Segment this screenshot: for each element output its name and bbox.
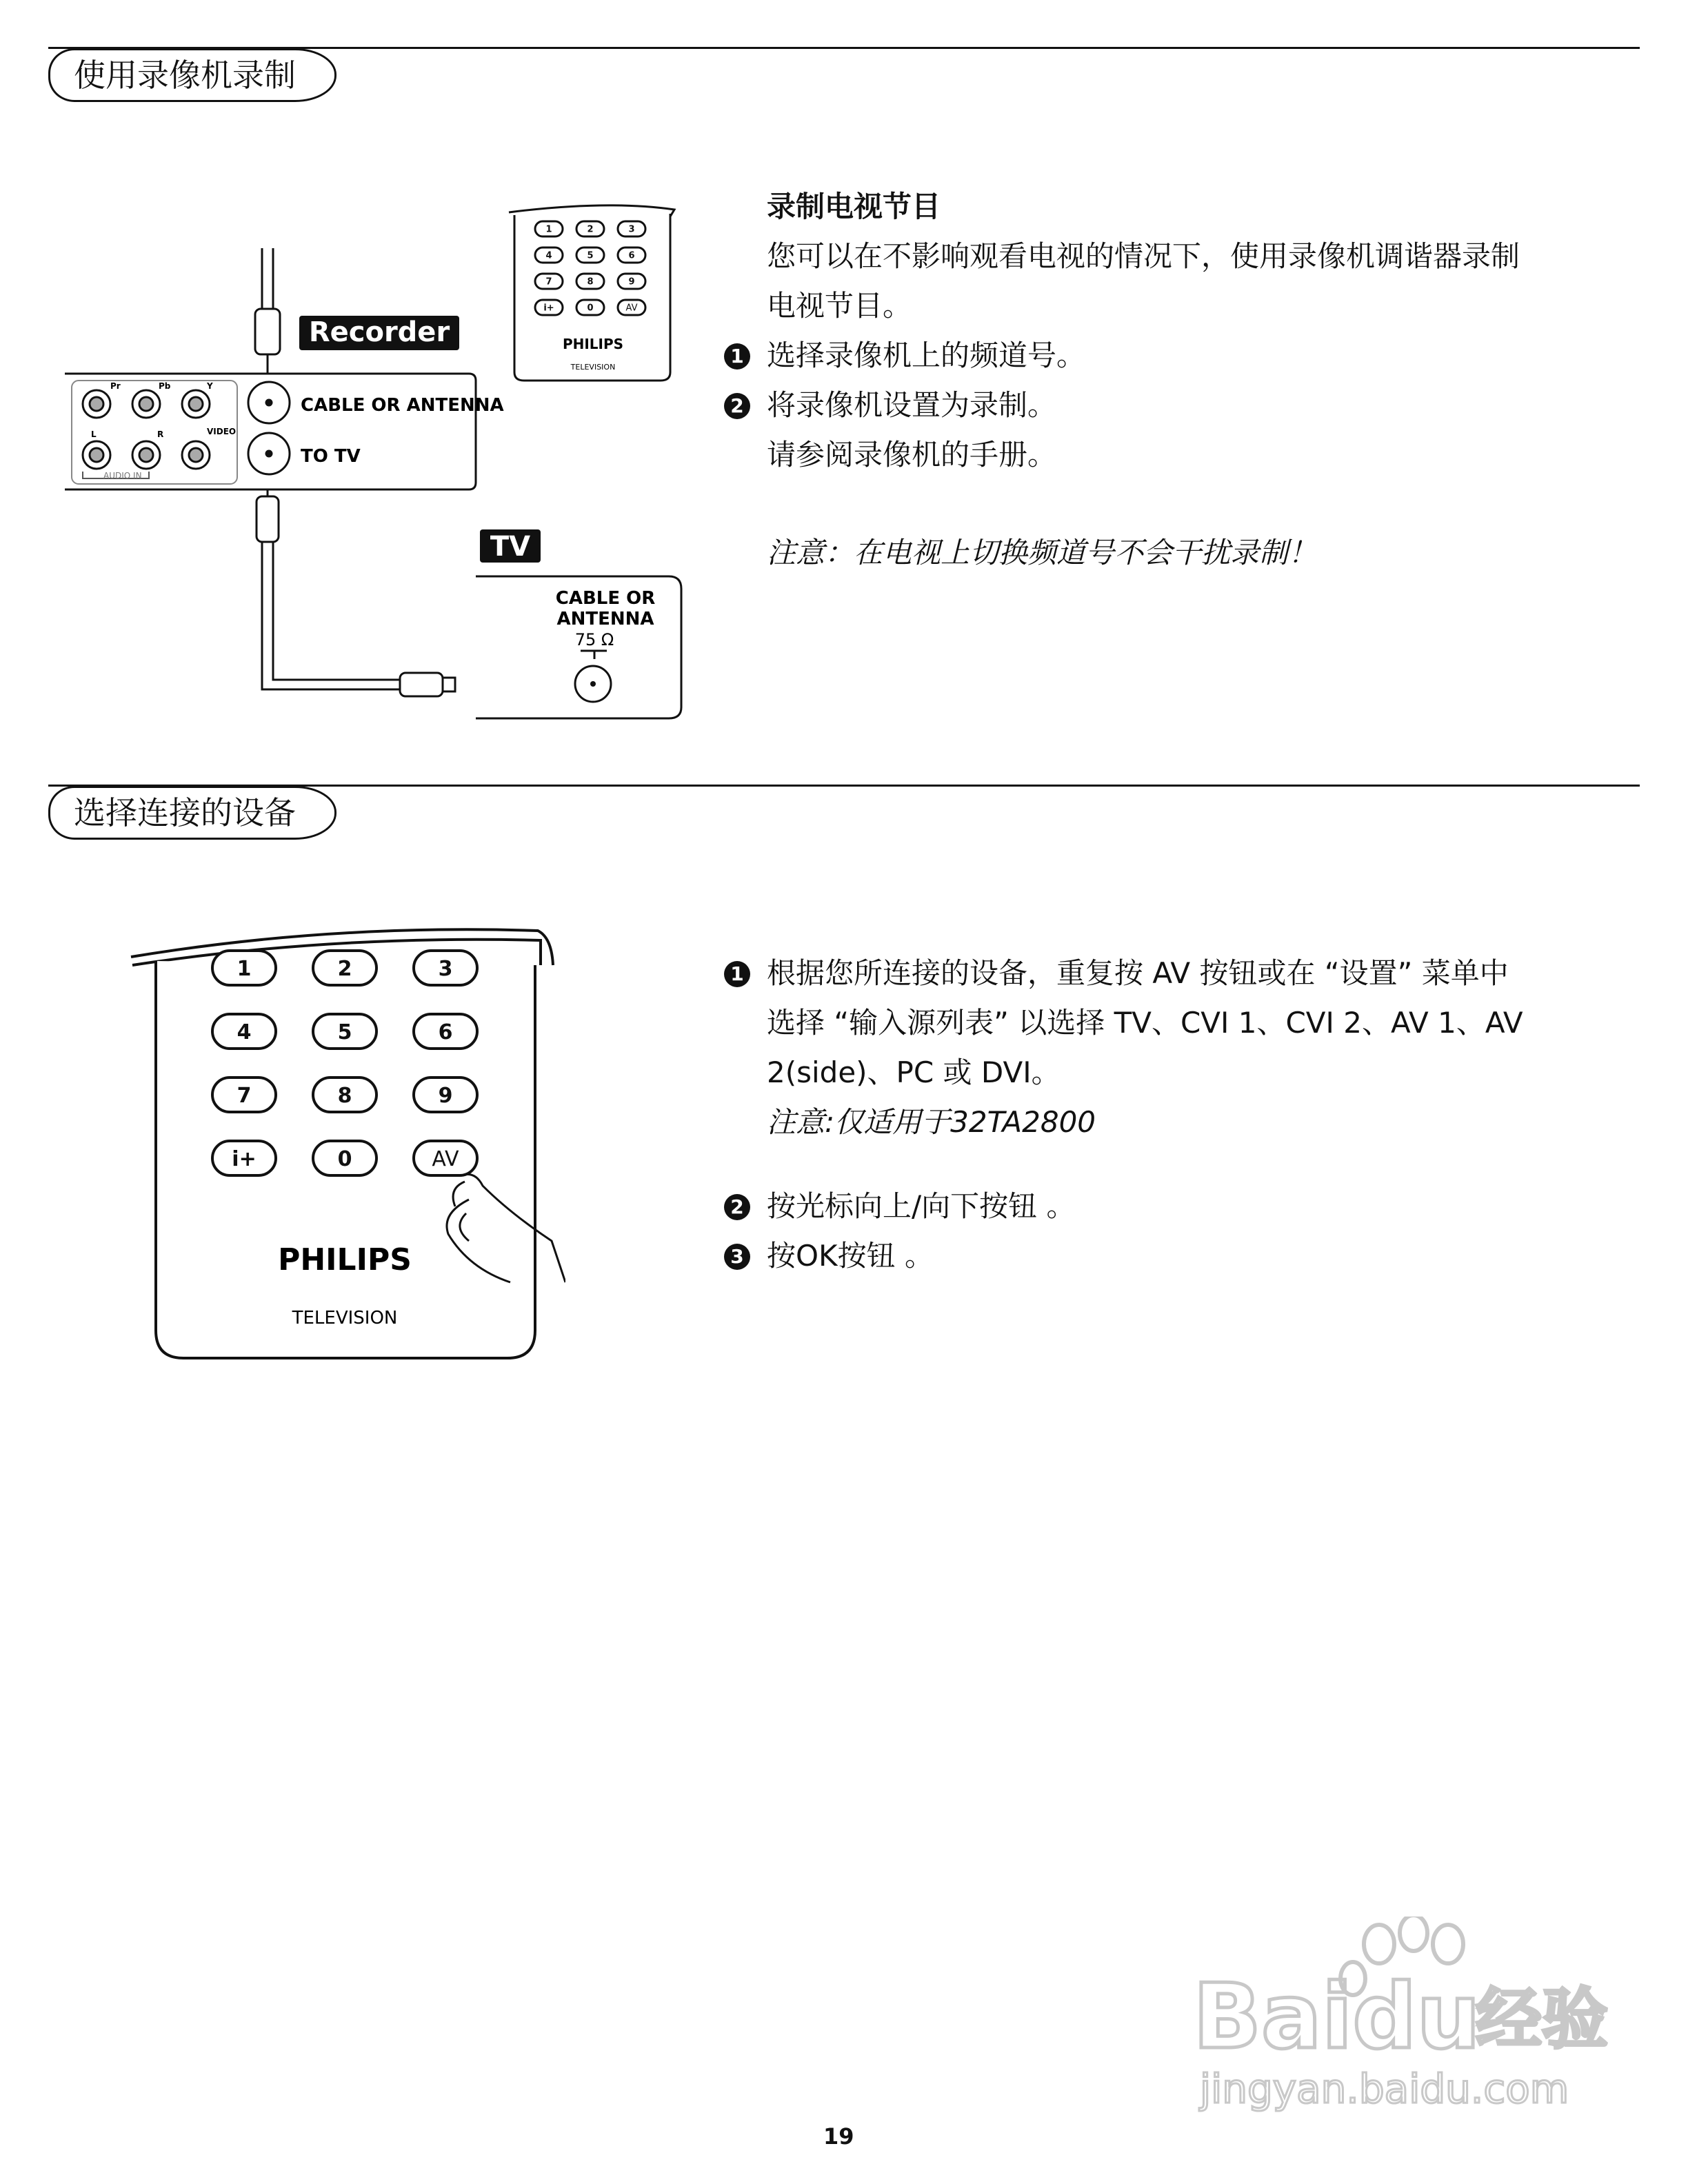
section2-title: 选择连接的设备 (48, 786, 336, 840)
section1-step2-cont: 请参阅录像机的手册。 (767, 438, 1057, 472)
to-tv-label: TO TV (301, 446, 361, 467)
section1-heading: 录制电视节目 (767, 190, 941, 223)
remote-small-key-label: 6 (628, 250, 635, 261)
remote-small-key-label: 2 (587, 224, 594, 235)
step-marker-2: 2 (724, 393, 750, 419)
section1-intro-line1: 您可以在不影响观看电视的情况下，使用录像机调谐器录制 (767, 239, 1520, 273)
section1-note: 注意：在电视上切换频道号不会干扰录制！ (767, 536, 1318, 569)
svg-text:R: R (157, 429, 164, 439)
remote-large-key-label: 9 (438, 1083, 453, 1108)
recorder-label: Recorder (308, 316, 450, 348)
remote-small-key-label: 4 (545, 250, 552, 261)
svg-text:L: L (91, 429, 97, 439)
remote-small-key-label: 9 (628, 276, 635, 287)
remote-large-key-label: 0 (337, 1146, 352, 1171)
remote-small-key-label: 3 (628, 224, 635, 235)
remote-small-key-label: i+ (543, 303, 554, 314)
section1-title: 使用录像机录制 (48, 48, 336, 102)
section2-step1-line3: 2(side)、PC 或 DVI。 (767, 1055, 1061, 1089)
remote-large-key-label: i+ (232, 1146, 257, 1171)
svg-text:Pb: Pb (159, 381, 171, 391)
watermark-url: jingyan.baidu.com (1200, 2065, 1569, 2112)
svg-text:CABLE OR: CABLE OR (555, 588, 656, 609)
remote-small-key-label: 8 (587, 276, 594, 287)
section1-step1: 选择录像机上的频道号。 (767, 338, 1086, 372)
step-marker-1: 1 (724, 343, 750, 370)
section2-step3: 按OK按钮 。 (767, 1239, 934, 1273)
watermark-brand: Baidu (1193, 1964, 1480, 2069)
remote-large-key-label: AV (432, 1146, 459, 1171)
remote-large-key-label: 6 (438, 1020, 453, 1044)
cable-or-antenna-label: CABLE OR ANTENNA (301, 395, 504, 416)
section1-intro-line2: 电视节目。 (767, 289, 912, 323)
remote-large-key-label: 2 (337, 956, 352, 981)
remote-large-sub: TELEVISION (292, 1308, 398, 1328)
remote-small-key-label: AV (625, 303, 638, 314)
remote-large-key-label: 3 (438, 956, 453, 981)
s2-step-marker-2: 2 (724, 1194, 750, 1220)
bottom-plug (257, 496, 279, 542)
remote-large (124, 910, 565, 1365)
tv-label: TV (490, 531, 531, 563)
section2-step1-note: 注意:仅适用于32TA2800 (767, 1105, 1096, 1139)
section2-step1-line1: 根据您所连接的设备，重复按 AV 按钮或在 “设置” 菜单中 (767, 956, 1509, 990)
remote-small-key-label: 1 (545, 224, 552, 235)
baidu-watermark (1172, 1917, 1614, 2123)
remote-small (496, 200, 690, 386)
remote-large-key-label: 8 (337, 1083, 352, 1108)
audio-in-label: AUDIO IN (103, 471, 142, 481)
svg-text:Pr: Pr (110, 381, 121, 391)
remote-large-brand: PHILIPS (278, 1242, 412, 1277)
section1-step2: 将录像机设置为录制。 (767, 388, 1057, 422)
svg-text:ANTENNA: ANTENNA (556, 609, 654, 629)
remote-small-key-label: 5 (587, 250, 594, 261)
s2-step-marker-3: 3 (724, 1244, 750, 1270)
remote-large-key-label: 1 (237, 956, 252, 981)
tv-plug (400, 673, 443, 696)
top-plug (255, 309, 280, 354)
remote-small-sub: TELEVISION (570, 363, 616, 372)
section2-step1-line2: 选择 “输入源列表” 以选择 TV、CVI 1、CVI 2、AV 1、AV (767, 1006, 1523, 1040)
svg-text:Y: Y (207, 381, 213, 391)
remote-large-key-label: 4 (237, 1020, 252, 1044)
s2-step-marker-1: 1 (724, 961, 750, 987)
page-number: 19 (823, 2123, 854, 2150)
remote-small-key-label: 0 (587, 303, 594, 314)
svg-text:75 Ω: 75 Ω (574, 630, 614, 649)
svg-text:VIDEO: VIDEO (207, 427, 237, 436)
remote-small-key-label: 7 (545, 276, 552, 287)
remote-large-key-label: 5 (337, 1020, 352, 1044)
section2-step2: 按光标向上/向下按钮 。 (767, 1189, 1076, 1223)
watermark-sub: 经验 (1476, 1981, 1608, 2058)
remote-large-key-label: 7 (237, 1083, 252, 1108)
remote-small-brand: PHILIPS (562, 336, 624, 352)
